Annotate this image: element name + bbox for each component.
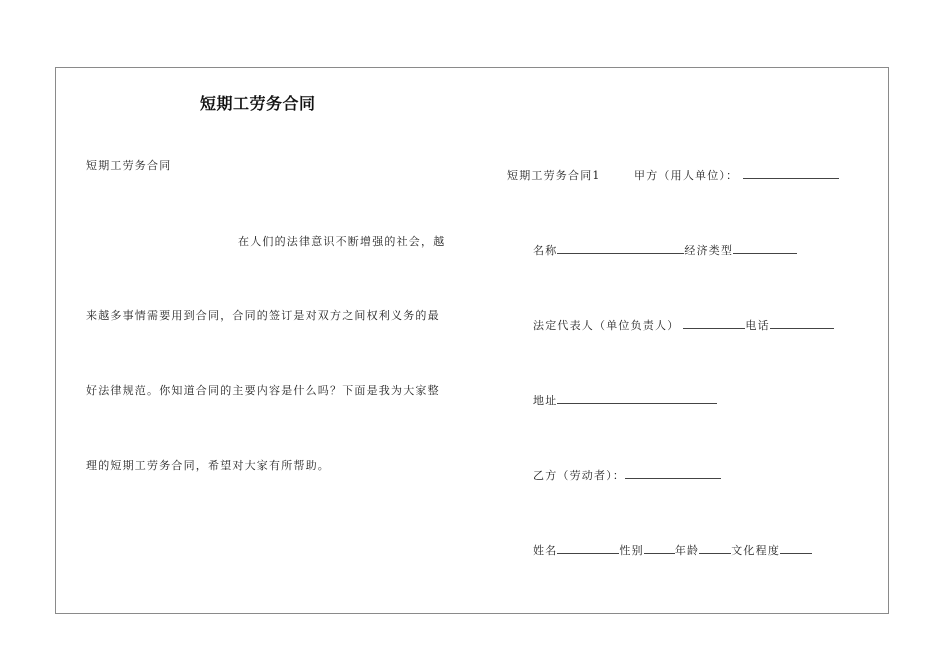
party-a-label: 甲方（用人单位）： <box>634 169 739 182</box>
address-blank[interactable] <box>557 393 717 404</box>
paragraph-line-2: 来越多事情需要用到合同，合同的签订是对双方之间权利义务的最 <box>86 309 440 322</box>
address-line <box>533 393 717 408</box>
person-name-label: 姓名 <box>533 544 558 557</box>
econ-type-blank[interactable] <box>733 243 797 254</box>
education-label: 文化程度 <box>731 544 781 557</box>
name-blank[interactable] <box>557 243 684 254</box>
paragraph-line-1: 在人们的法律意识不断增强的社会，越 <box>238 235 446 248</box>
party-a-blank[interactable] <box>743 168 839 179</box>
name-econ-line <box>533 243 797 258</box>
gender-label: 性别 <box>619 544 644 557</box>
paragraph-line-4: 理的短期工劳务合同，希望对大家有所帮助。 <box>86 459 330 472</box>
age-label: 年龄 <box>674 544 700 557</box>
gender-blank[interactable] <box>644 543 675 554</box>
education-blank[interactable] <box>780 543 812 554</box>
age-blank[interactable] <box>699 543 731 554</box>
paragraph-line-3: 好法律规范。你知道合同的主要内容是什么吗？下面是我为大家整 <box>86 384 440 397</box>
legal-rep-line <box>533 318 834 333</box>
econ-type-label: 经济类型 <box>684 244 734 257</box>
left-heading: 短期工劳务合同 <box>86 159 172 172</box>
party-b-line <box>533 468 721 483</box>
phone-blank[interactable] <box>770 318 834 329</box>
party-b-label: 乙方（劳动者）： <box>533 469 626 482</box>
person-name-blank[interactable] <box>557 543 619 554</box>
legal-rep-blank[interactable] <box>683 318 745 329</box>
legal-rep-label: 法定代表人（单位负责人） <box>533 319 680 332</box>
personal-info-line <box>533 543 812 558</box>
section-title: 短期工劳务合同1 <box>507 169 601 182</box>
page-frame <box>55 67 889 614</box>
address-label: 地址 <box>533 394 558 407</box>
party-a-line <box>507 168 839 183</box>
name-label: 名称 <box>533 244 558 257</box>
document-title: 短期工劳务合同 <box>200 94 316 113</box>
party-b-blank[interactable] <box>625 468 721 479</box>
phone-label: 电话 <box>745 319 770 332</box>
